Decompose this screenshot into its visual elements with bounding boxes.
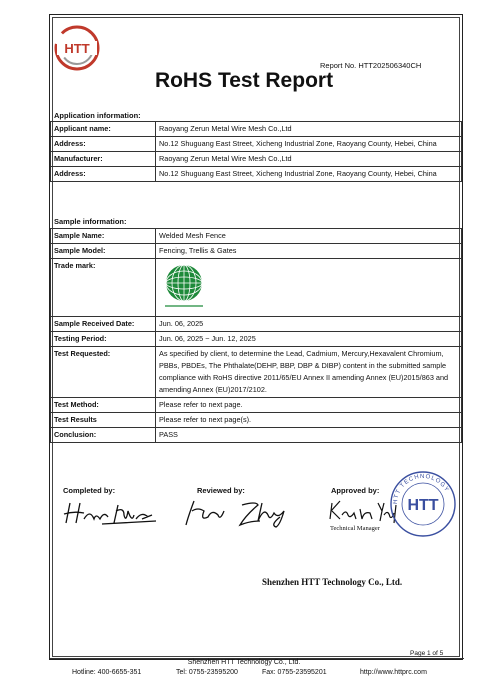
footer-fax: Fax: 0755-23595201 <box>262 669 327 676</box>
field-value: Jun. 06, 2025 <box>156 317 462 332</box>
field-key: Test Results <box>51 413 156 428</box>
table-row <box>51 317 462 332</box>
application-section-label: Application information: <box>54 111 141 120</box>
footer-company: Shenzhen HTT Technology Co., Ltd. <box>187 659 301 666</box>
field-value: Raoyang Zerun Metal Wire Mesh Co.,Ltd <box>156 122 462 137</box>
completed-by-signature <box>62 497 158 527</box>
reviewed-by-signature <box>184 497 294 529</box>
table-row <box>51 122 462 137</box>
report-number: Report No. HTT202506340CH <box>320 61 422 70</box>
field-value: Jun. 06, 2025 ~ Jun. 12, 2025 <box>156 332 462 347</box>
logo-text: HTT <box>64 41 90 56</box>
field-key: Test Requested: <box>51 347 156 398</box>
stamp-center-text: HTT <box>407 497 439 514</box>
field-value: Please refer to next page(s). <box>156 413 462 428</box>
table-row <box>51 398 462 413</box>
trademark-cell <box>156 259 462 317</box>
reviewed-by-label: Reviewed by: <box>197 486 245 495</box>
field-value: Please refer to next page. <box>156 398 462 413</box>
table-row <box>51 428 462 443</box>
report-title: RoHS Test Report <box>154 69 334 92</box>
table-row <box>51 137 462 152</box>
table-row <box>51 229 462 244</box>
application-table <box>50 121 462 182</box>
field-key: Address: <box>51 167 156 182</box>
table-row <box>51 259 462 317</box>
field-value: Raoyang Zerun Metal Wire Mesh Co.,Ltd <box>156 152 462 167</box>
field-key: Trade mark: <box>51 259 156 317</box>
field-value: No.12 Shuguang East Street, Xicheng Industrial Zone, Raoyang County, Hebei, China <box>156 167 462 182</box>
footer-website[interactable]: http://www.httprc.com <box>360 669 427 676</box>
field-key: Sample Name: <box>51 229 156 244</box>
table-row <box>51 332 462 347</box>
approved-by-label: Approved by: <box>331 486 380 495</box>
completed-by-label: Completed by: <box>63 486 116 495</box>
table-row <box>51 347 462 398</box>
footer-tel: Tel: 0755-23595200 <box>176 669 238 676</box>
sample-section-label: Sample information: <box>54 217 127 226</box>
sample-table <box>50 228 462 443</box>
field-key: Sample Model: <box>51 244 156 259</box>
field-value: No.12 Shuguang East Street, Xicheng Industrial Zone, Raoyang County, Hebei, China <box>156 137 462 152</box>
table-row <box>51 167 462 182</box>
field-key: Manufacturer: <box>51 152 156 167</box>
company-seal-stamp <box>388 469 458 539</box>
trademark-globe-image <box>159 260 209 310</box>
field-key: Address: <box>51 137 156 152</box>
field-key: Conclusion: <box>51 428 156 443</box>
field-value: Fencing, Trellis & Gates <box>156 244 462 259</box>
htt-logo <box>52 24 102 72</box>
table-row <box>51 244 462 259</box>
field-key: Test Method: <box>51 398 156 413</box>
table-row <box>51 152 462 167</box>
field-key: Applicant name: <box>51 122 156 137</box>
field-value: Welded Mesh Fence <box>156 229 462 244</box>
page-indicator: Page 1 of 5 <box>410 650 444 657</box>
table-row <box>51 413 462 428</box>
stamp-ring-text: HTT TECHNOLOGY <box>392 473 450 505</box>
field-key: Testing Period: <box>51 332 156 347</box>
field-value: As specified by client, to determine the Lead, Cadmium, Mercury,Hexavalent Chromium, PBBs, PBDEs, The Phthalate(DEHP, BBP, DBP & DIBP) content in the submitted sample compliance with RoHS directive 2011/65/EU Annex II amending Annex (EU)2015/863 and amending Annex (EU)2017/2102. <box>156 347 462 398</box>
field-key: Sample Received Date: <box>51 317 156 332</box>
conclusion-value: PASS <box>156 428 462 443</box>
footer-hotline: Hotline: 400-6655-351 <box>72 669 142 676</box>
company-signoff: Shenzhen HTT Technology Co., Ltd. <box>262 577 403 587</box>
approver-title: Technical Manager <box>330 525 380 532</box>
